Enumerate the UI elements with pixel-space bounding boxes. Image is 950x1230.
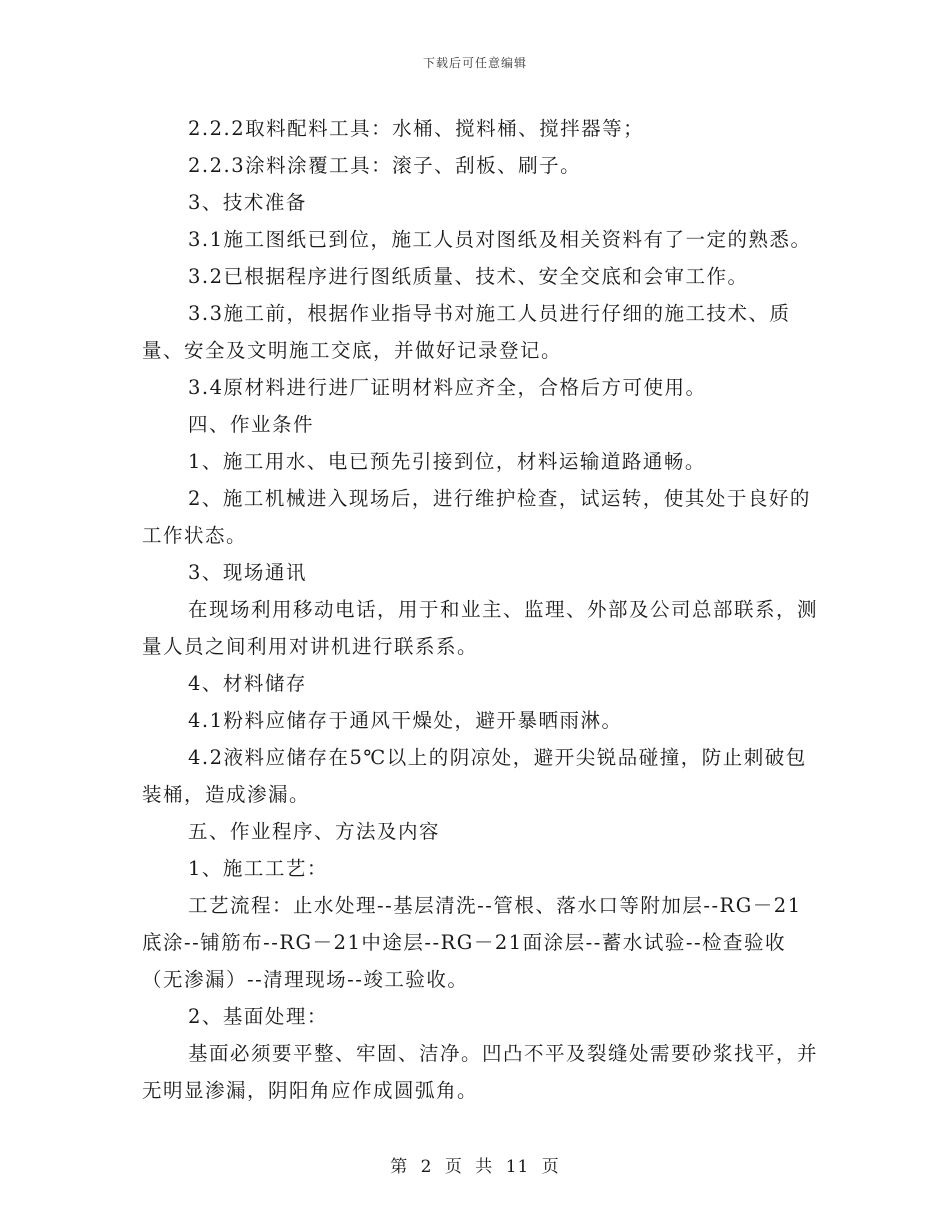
page-number-footer: 第 2 页 共 11 页 xyxy=(390,1157,560,1177)
paragraph: 3.4原材料进行进厂证明材料应齐全，合格后方可使用。 xyxy=(188,376,707,399)
section-heading: 2、基面处理： xyxy=(188,1005,328,1028)
section-heading: 四、作业条件 xyxy=(188,413,315,436)
paragraph: 2.2.3涂料涂覆工具：滚子、刮板、刷子。 xyxy=(188,154,582,177)
section-heading: 1、施工工艺： xyxy=(188,857,328,880)
paragraph: 3.3施工前，根据作业指导书对施工人员进行仔细的施工技术、质量、安全及文明施工交底，并做好记录登记。 xyxy=(142,302,791,362)
paragraph: 3.1施工图纸已到位，施工人员对图纸及相关资料有了一定的熟悉。 xyxy=(188,228,812,251)
section-heading: 五、作业程序、方法及内容 xyxy=(188,820,441,843)
paragraph: 1、施工用水、电已预先引接到位，材料运输道路通畅。 xyxy=(188,450,706,473)
section-heading: 4、材料储存 xyxy=(188,672,307,695)
paragraph: 工艺流程：止水处理--基层清洗--管根、落水口等附加层--RG－21底涂--铺筋布--RG－21中途层--RG－21面涂层--蓄水试验--检查验收（无渗漏）--清理现场--竣工验收。 xyxy=(142,894,802,991)
document-body xyxy=(142,110,822,1109)
paragraph: 2、施工机械进入现场后，进行维护检查，试运转，使其处于良好的工作状态。 xyxy=(142,487,811,547)
section-heading: 3、现场通讯 xyxy=(188,561,307,584)
paragraph: 在现场利用移动电话，用于和业主、监理、外部及公司总部联系，测量人员之间利用对讲机进行联系系。 xyxy=(142,598,819,658)
paragraph: 4.1粉料应储存于通风干燥处，避开暴晒雨淋。 xyxy=(188,709,623,732)
paragraph: 4.2液料应储存在5℃以上的阴凉处，避开尖锐品碰撞，防止刺破包装桶，造成渗漏。 xyxy=(142,746,807,806)
paragraph: 3.2已根据程序进行图纸质量、技术、安全交底和会审工作。 xyxy=(188,265,749,288)
page-header: 下载后可任意编辑 xyxy=(422,56,527,70)
paragraph: 2.2.2取料配料工具：水桶、搅料桶、搅拌器等； xyxy=(188,117,645,140)
section-heading: 3、技术准备 xyxy=(188,191,307,214)
paragraph: 基面必须要平整、牢固、洁净。凹凸不平及裂缝处需要砂浆找平，并无明显渗漏，阴阳角应作成圆弧角。 xyxy=(142,1042,819,1102)
